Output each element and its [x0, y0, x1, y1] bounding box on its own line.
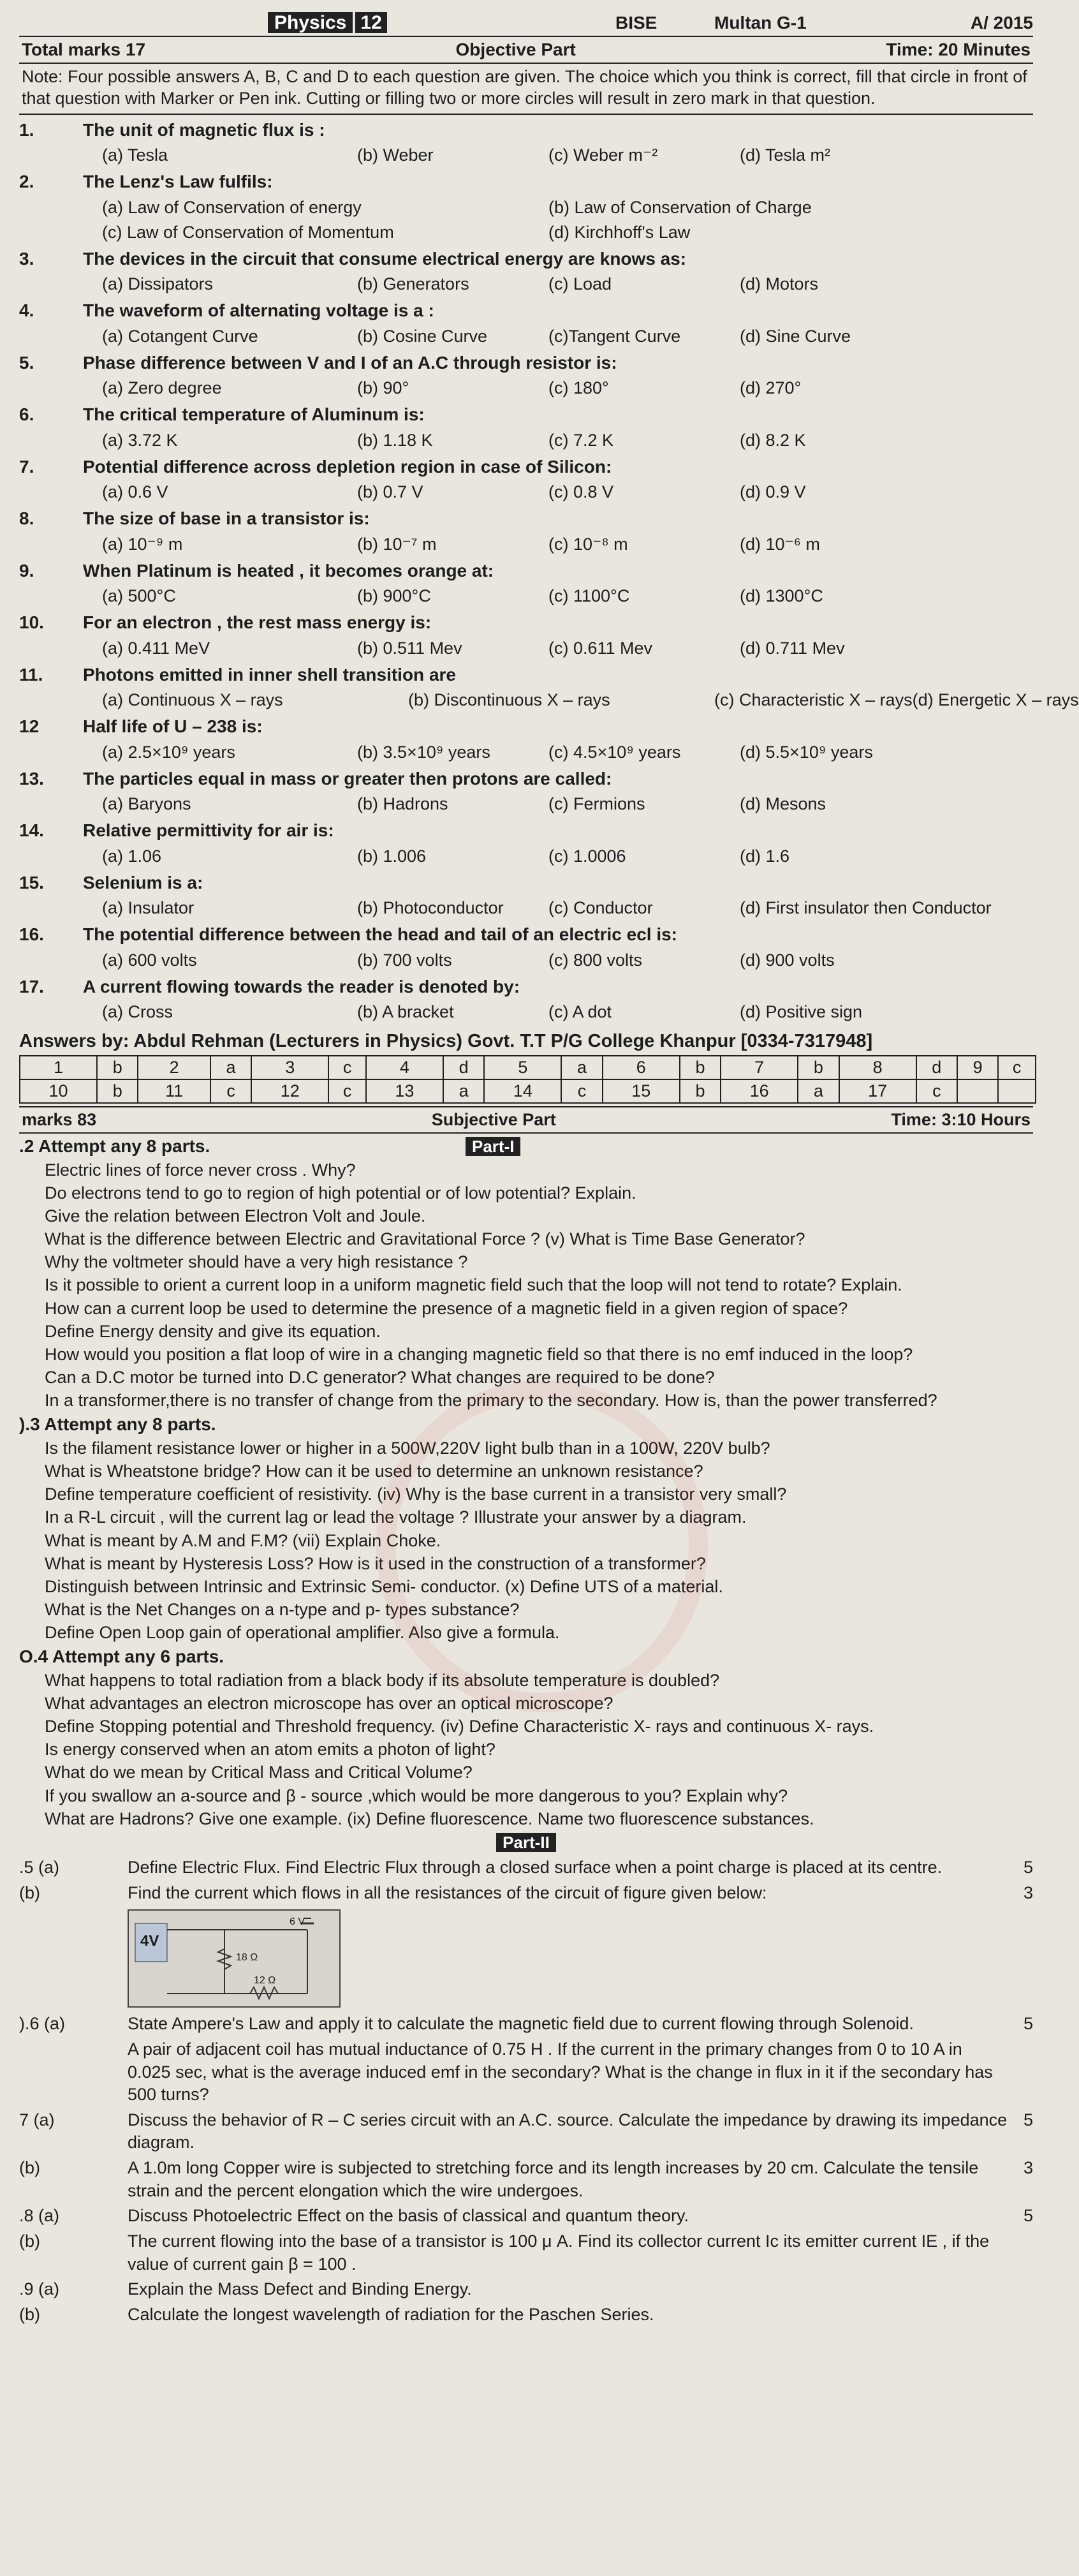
- mcq-option[interactable]: (b) 3.5×10⁹ years: [357, 742, 490, 762]
- mcq-option[interactable]: (a) 2.5×10⁹ years: [102, 742, 235, 762]
- answer-cell: a: [798, 1079, 839, 1103]
- part1-label: Part-I: [466, 1137, 520, 1156]
- mcq-stem: [19, 975, 1033, 998]
- short-question: What is meant by A.M and F.M? (vii) Explain Choke.: [45, 1530, 441, 1550]
- answer-cell: c: [998, 1056, 1036, 1079]
- short-question: Define Stopping potential and Threshold frequency. (iv) Define Characteristic X- rays and continuous X- rays.: [45, 1717, 874, 1736]
- mcq-number: 8.: [19, 508, 34, 529]
- answer-cell: 1: [20, 1056, 97, 1079]
- mcq-option[interactable]: (c) 800 volts: [548, 950, 643, 970]
- answer-cell: 16: [721, 1079, 798, 1103]
- mcq-number: 17.: [19, 976, 44, 996]
- mcq-text: The Lenz's Law fulfils:: [83, 172, 273, 192]
- mcq-text: For an electron , the rest mass energy is:: [83, 612, 432, 633]
- mcq-option[interactable]: (d) Positive sign: [740, 1002, 863, 1022]
- mcq-option[interactable]: (b) A bracket: [357, 1002, 454, 1022]
- answer-cell: c: [561, 1079, 602, 1103]
- short-question: How would you position a flat loop of wire in a changing magnetic field so that there is no emf induced in the loop?: [45, 1344, 913, 1364]
- mcq-number: 16.: [19, 924, 44, 945]
- mcq-option[interactable]: (b) 1.18 K: [357, 430, 433, 450]
- mcq-options: [19, 533, 1033, 556]
- mcq-options: [19, 144, 1033, 167]
- mcq-number: 2.: [19, 172, 34, 192]
- short-question: Is energy conserved when an atom emits a photon of light?: [45, 1740, 495, 1759]
- mcq-stem: [19, 715, 1033, 738]
- answer-cell: 13: [366, 1079, 443, 1103]
- mcq-stem: [19, 507, 1033, 530]
- mcq-number: 11.: [19, 664, 43, 685]
- short-question: Define Open Loop gain of operational amplifier. Also give a formula.: [45, 1623, 560, 1643]
- answer-cell: a: [443, 1079, 484, 1103]
- answer-cell: 11: [138, 1079, 210, 1103]
- mcq-option[interactable]: (a) Tesla: [102, 145, 168, 165]
- mcq-option[interactable]: (d) 1300°C: [740, 586, 823, 606]
- long-question-text: A pair of adjacent coil has mutual inductance of 0.75 H . If the current in the primary changes from 0 to 10 A in 0.025 sec, what is the average induced emf in the secondary? What is the change in flux in it if the secondary has 500 turns?: [128, 2039, 993, 2105]
- mcq-option[interactable]: (d) 0.711 Mev: [740, 638, 845, 658]
- mcq-option[interactable]: (a) Insulator: [102, 898, 195, 918]
- answer-cell: c: [210, 1079, 251, 1103]
- long-question-text: State Ampere's Law and apply it to calculate the magnetic field due to current flowing through Solenoid.: [128, 2014, 914, 2034]
- mcq-stem: [19, 248, 1033, 270]
- mcq-number: 12: [19, 716, 40, 737]
- q2-list: [19, 1158, 1033, 1412]
- answer-cell: 4: [366, 1056, 443, 1079]
- mcq-question: [19, 455, 1033, 503]
- long-question-marks: 3: [1023, 1883, 1033, 1902]
- subject-title: [268, 10, 387, 35]
- mcq-number: 15.: [19, 872, 44, 892]
- class-label: 12: [355, 12, 386, 33]
- circuit-source-label: 6 V: [290, 1916, 305, 1928]
- mcq-text: Selenium is a:: [83, 872, 203, 892]
- mcq-number: 6.: [19, 404, 34, 425]
- mcq-stem: [19, 299, 1033, 322]
- mcq-text: The unit of magnetic flux is :: [83, 119, 325, 140]
- answer-cell: c: [328, 1056, 366, 1079]
- short-question: What advantages an electron microscope has over an optical microscope?: [45, 1693, 613, 1713]
- mcq-text: The critical temperature of Aluminum is:: [83, 404, 425, 425]
- year-label: A/ 2015: [970, 13, 1033, 33]
- paper-header: [19, 9, 1033, 36]
- mcq-option[interactable]: (c) 1100°C: [548, 586, 630, 606]
- answer-cell: a: [561, 1056, 602, 1079]
- mcq-option[interactable]: (c) Fermions: [548, 794, 645, 814]
- long-question-marks: [1008, 2278, 1033, 2301]
- short-question: Is the filament resistance lower or higher in a 500W,220V light bulb than in a 100W, 220V bulb?: [45, 1438, 770, 1458]
- mcq-option[interactable]: (b) Photoconductor: [357, 898, 504, 918]
- mcq-options: [19, 689, 1079, 711]
- mcq-question: [19, 403, 1033, 451]
- answer-cell: 14: [484, 1079, 561, 1103]
- long-question-marks: 5: [1023, 2206, 1033, 2226]
- short-question: Why the voltmeter should have a very high resistance ?: [45, 1252, 468, 1272]
- mcq-question: [19, 819, 1033, 867]
- mcq-text: The size of base in a transistor is:: [83, 508, 370, 529]
- long-question: [19, 2013, 1033, 2036]
- short-question: Give the relation between Electron Volt and Joule.: [45, 1206, 426, 1225]
- mcq-number: 13.: [19, 768, 44, 788]
- mcq-option[interactable]: (b) Weber: [357, 145, 434, 165]
- mcq-text: A current flowing towards the reader is denoted by:: [83, 976, 520, 996]
- subject-label: Physics: [268, 12, 353, 33]
- mcq-option[interactable]: (a) 500°C: [102, 586, 176, 606]
- short-question: How can a current loop be used to determine the presence of a magnetic field in a given region of space?: [45, 1298, 848, 1318]
- short-question: What is Wheatstone bridge? How can it be used to determine an unknown resistance?: [45, 1462, 703, 1481]
- mcq-text: Phase difference between V and I of an A.C through resistor is:: [83, 352, 617, 373]
- mcq-stem: [19, 119, 1033, 142]
- short-question: What are Hadrons? Give one example. (ix) Define fluorescence. Name two fluorescence substances.: [45, 1809, 814, 1828]
- mcq-option[interactable]: (b) Hadrons: [357, 794, 448, 814]
- mcq-option[interactable]: (c)Tangent Curve: [548, 326, 681, 346]
- subjective-marks: marks 83: [22, 1110, 97, 1130]
- mcq-stem: [19, 611, 1033, 634]
- answer-cell: b: [97, 1056, 138, 1079]
- mcq-option[interactable]: (a) 10⁻⁹ m: [102, 534, 183, 554]
- part2-heading: [19, 1832, 1033, 1854]
- mcq-question: [19, 248, 1033, 295]
- short-question: Distinguish between Intrinsic and Extrinsic Semi- conductor. (x) Define UTS of a material.: [45, 1576, 723, 1596]
- circuit-r1-label: 18 Ω: [236, 1952, 258, 1964]
- q4-list: [19, 1669, 1033, 1830]
- long-question: [19, 2278, 1033, 2301]
- short-question: In a R-L circuit , will the current lag or lead the voltage ? Illustrate your answer by a diagram.: [45, 1507, 747, 1527]
- mcq-text: When Platinum is heated , it becomes orange at:: [83, 560, 494, 581]
- mcq-text: The waveform of alternating voltage is a :: [83, 300, 434, 321]
- short-question: What is the difference between Electric and Gravitational Force ? (v) What is Time Base Generator?: [45, 1229, 805, 1249]
- answer-key-table: [19, 1055, 1036, 1104]
- long-question-text: Discuss the behavior of R – C series circuit with an A.C. source. Calculate the impedance by drawing its impedance diagram.: [128, 2110, 1008, 2152]
- mcq-options: [19, 637, 1033, 660]
- mcq-number: 10.: [19, 612, 44, 633]
- mcq-options: [19, 481, 1033, 503]
- mcq-text: The particles equal in mass or greater then protons are called:: [83, 768, 612, 788]
- mcq-number: 3.: [19, 248, 34, 269]
- mcq-option[interactable]: (d) 10⁻⁶ m: [740, 534, 820, 554]
- short-question: Define Energy density and give its equation.: [45, 1321, 381, 1341]
- mcq-stem: [19, 819, 1033, 842]
- mcq-option[interactable]: (b) 90°: [357, 378, 409, 398]
- mcq-question: [19, 611, 1033, 659]
- mcq-stem: [19, 767, 1033, 790]
- long-question-number: (b): [19, 2304, 40, 2324]
- mcq-options: [19, 1001, 1033, 1023]
- objective-note: Note: Four possible answers A, B, C and D to each question are given. The choice which you think is correct, fill that circle in front of that question with Marker or Pen ink. Cutting or filling two or more circles will result in zero mark in that question.: [19, 64, 1033, 115]
- long-question: [19, 2038, 1033, 2106]
- short-question: What do we mean by Critical Mass and Critical Volume?: [45, 1763, 473, 1782]
- mcq-stem: [19, 663, 1033, 686]
- long-question: [19, 1856, 1033, 1879]
- mcq-options: [19, 845, 1033, 868]
- mcq-option[interactable]: (d) 900 volts: [740, 950, 835, 970]
- long-question-number: (b): [19, 2231, 40, 2251]
- long-question: [19, 1882, 1033, 1905]
- answer-cell: 7: [721, 1056, 798, 1079]
- mcq-option[interactable]: (d) Tesla m²: [740, 145, 831, 165]
- mcq-options: [19, 377, 1033, 399]
- mcq-options: [19, 741, 1033, 764]
- short-question: What happens to total radiation from a black body if its absolute temperature is doubled?: [45, 1670, 720, 1690]
- mcq-option[interactable]: (a) Baryons: [102, 794, 191, 814]
- subjective-bar: [19, 1106, 1033, 1134]
- city-group-label: Multan G-1: [714, 13, 807, 33]
- long-question-text: A 1.0m long Copper wire is subjected to stretching force and its length increases by 20 cm. Calculate the tensile strain and the percent elongation which the wire undergoes.: [128, 2158, 979, 2200]
- answer-cell: d: [443, 1056, 484, 1079]
- answer-cell: [957, 1079, 998, 1103]
- part2-label: Part-II: [496, 1833, 556, 1852]
- mcq-stem: [19, 871, 1033, 894]
- mcq-option[interactable]: (a) 0.6 V: [102, 482, 168, 502]
- short-question: What is meant by Hysteresis Loss? How is it used in the construction of a transformer?: [45, 1553, 706, 1573]
- mcq-text: The devices in the circuit that consume electrical energy are knows as:: [83, 248, 687, 269]
- mcq-option[interactable]: (c) Law of Conservation of Momentum: [102, 222, 394, 242]
- mcq-text: Potential difference across depletion region in case of Silicon:: [83, 456, 612, 477]
- board-label: BISE: [615, 13, 657, 33]
- long-question: [19, 2304, 1033, 2327]
- answer-cell: b: [680, 1079, 721, 1103]
- mcq-option[interactable]: (a) 1.06: [102, 846, 162, 866]
- short-question: Define temperature coefficient of resistivity. (iv) Why is the base current in a transistor very small?: [45, 1484, 787, 1504]
- objective-title: Objective Part: [455, 40, 576, 59]
- mcq-options: [19, 897, 1033, 919]
- mcq-option[interactable]: (c) 0.611 Mev: [548, 638, 653, 658]
- long-question-marks: [1008, 2230, 1033, 2276]
- long-question-number: (b): [19, 1883, 40, 1902]
- exam-paper: [19, 9, 1079, 2554]
- long-question-number: .5 (a): [19, 1858, 60, 1877]
- mcq-option[interactable]: (d) 270°: [740, 378, 802, 398]
- mcq-option[interactable]: (b) 1.006: [357, 846, 427, 866]
- mcq-option[interactable]: (d) Motors: [740, 274, 819, 294]
- long-question-marks: 5: [1023, 2110, 1033, 2129]
- mcq-list: [19, 119, 1079, 1023]
- circuit-battery-label: 4V: [140, 1932, 159, 1950]
- mcq-option[interactable]: (d) 1.6: [740, 846, 790, 866]
- answer-cell: d: [916, 1056, 957, 1079]
- answer-cell: [998, 1079, 1036, 1103]
- mcq-options: [19, 585, 1033, 607]
- short-question: If you swallow an a-source and β - source ,which would be more dangerous to you? Explain why?: [45, 1786, 788, 1805]
- mcq-option[interactable]: (a) 3.72 K: [102, 430, 178, 450]
- answer-cell: b: [97, 1079, 138, 1103]
- q3-list: [19, 1437, 1033, 1645]
- mcq-question: [19, 923, 1033, 971]
- mcq-option[interactable]: (d) Mesons: [740, 794, 826, 814]
- mcq-text: The potential difference between the head and tail of an electric ecl is:: [83, 924, 677, 945]
- answer-row: [20, 1079, 1036, 1103]
- mcq-stem: [19, 170, 1033, 193]
- long-question-text: Define Electric Flux. Find Electric Flux through a closed surface when a point charge is placed at its centre.: [128, 1858, 943, 1877]
- q2-heading: .2 Attempt any 8 parts. Part-I: [19, 1135, 1033, 1158]
- answer-cell: 3: [251, 1056, 328, 1079]
- mcq-option[interactable]: (a) 600 volts: [102, 950, 197, 970]
- mcq-option[interactable]: (c) 0.8 V: [548, 482, 614, 502]
- long-question-number: [19, 2038, 128, 2106]
- mcq-option[interactable]: (d) 0.9 V: [740, 482, 806, 502]
- mcq-options: [19, 949, 1033, 972]
- mcq-option[interactable]: (d) Sine Curve: [740, 326, 851, 346]
- mcq-question: [19, 871, 1033, 919]
- mcq-option[interactable]: (a) Dissipators: [102, 274, 214, 294]
- long-question: [19, 2230, 1033, 2276]
- long-question-text: Calculate the longest wavelength of radiation for the Paschen Series.: [128, 2304, 654, 2324]
- mcq-option[interactable]: (c) Weber m⁻²: [548, 145, 658, 165]
- mcq-option[interactable]: (b) Cosine Curve: [357, 326, 488, 346]
- mcq-question: [19, 715, 1033, 763]
- mcq-option[interactable]: (b) 900°C: [357, 586, 431, 606]
- long-question-text: The current flowing into the base of a transistor is 100 μ A. Find its collector current Ic its emitter current IE , if the value of current gain β = 100 .: [128, 2231, 990, 2274]
- short-question: Do electrons tend to go to region of high potential or of low potential? Explain.: [45, 1183, 636, 1203]
- mcq-option[interactable]: (d) 5.5×10⁹ years: [740, 742, 873, 762]
- mcq-option[interactable]: (c) 10⁻⁸ m: [548, 534, 628, 554]
- objective-total-marks: Total marks 17: [22, 40, 146, 59]
- mcq-option[interactable]: (d) Energetic X – rays: [912, 690, 1079, 710]
- mcq-stem: [19, 559, 1033, 582]
- mcq-number: 9.: [19, 560, 34, 581]
- mcq-question: [19, 299, 1033, 347]
- long-question-marks: [1008, 2304, 1033, 2327]
- answer-cell: 12: [251, 1079, 328, 1103]
- mcq-number: 1.: [19, 119, 34, 140]
- long-question-list: [19, 1856, 1033, 2326]
- circuit-r2-label: 12 Ω: [254, 1975, 276, 1987]
- short-question: Is it possible to orient a current loop in a uniform magnetic field such that the loop will not tend to rotate? Explain.: [45, 1275, 902, 1295]
- mcq-option[interactable]: (c) 7.2 K: [548, 430, 614, 450]
- mcq-option[interactable]: (c) 4.5×10⁹ years: [548, 742, 681, 762]
- objective-bar: [19, 36, 1033, 64]
- answer-cell: b: [798, 1056, 839, 1079]
- q4-heading: O.4 Attempt any 6 parts.: [19, 1647, 224, 1667]
- short-question: Electric lines of force never cross . Why?: [45, 1160, 356, 1180]
- answer-cell: 9: [957, 1056, 998, 1079]
- long-question-number: (b): [19, 2158, 40, 2178]
- mcq-text: Photons emitted in inner shell transition are: [83, 664, 456, 685]
- mcq-stem: [19, 455, 1033, 478]
- answer-cell: c: [916, 1079, 957, 1103]
- mcq-option[interactable]: (b) 700 volts: [357, 950, 452, 970]
- mcq-option[interactable]: (d) Kirchhoff's Law: [548, 222, 691, 242]
- mcq-option[interactable]: (a) Cross: [102, 1002, 173, 1022]
- mcq-text: Relative permittivity for air is:: [83, 820, 334, 841]
- mcq-option[interactable]: (c) Conductor: [548, 898, 653, 918]
- mcq-stem: [19, 352, 1033, 374]
- mcq-option[interactable]: (b) Discontinuous X – rays: [408, 690, 610, 710]
- long-question-marks: [1008, 2038, 1033, 2106]
- mcq-number: 7.: [19, 456, 34, 477]
- mcq-question: [19, 352, 1033, 399]
- short-question: What is the Net Changes on a n-type and p- types substance?: [45, 1600, 520, 1620]
- mcq-options: [19, 793, 1033, 815]
- objective-time: Time: 20 Minutes: [886, 40, 1031, 59]
- long-question-text: Discuss Photoelectric Effect on the basis of classical and quantum theory.: [128, 2206, 689, 2226]
- long-question-marks: 3: [1023, 2158, 1033, 2178]
- answer-cell: 17: [839, 1079, 916, 1103]
- answer-cell: 5: [484, 1056, 561, 1079]
- answer-row: [20, 1056, 1036, 1079]
- long-question-number: .9 (a): [19, 2279, 60, 2299]
- mcq-question: [19, 663, 1079, 711]
- short-question: In a transformer,there is no transfer of change from the primary to the secondary. How is, than the power transferred?: [45, 1391, 937, 1410]
- answer-cell: b: [680, 1056, 721, 1079]
- mcq-option[interactable]: (c) 180°: [548, 378, 609, 398]
- mcq-number: 5.: [19, 352, 34, 373]
- mcq-options: [19, 196, 1033, 244]
- mcq-stem: [19, 923, 1033, 946]
- mcq-option[interactable]: (c) Characteristic X – rays: [714, 690, 913, 710]
- mcq-option[interactable]: (b) Generators: [357, 274, 469, 294]
- answer-cell: 2: [138, 1056, 210, 1079]
- subjective-title: Subjective Part: [431, 1110, 556, 1130]
- long-question-number: .8 (a): [19, 2206, 60, 2226]
- answer-cell: 8: [839, 1056, 916, 1079]
- circuit-diagram: [128, 1909, 341, 2008]
- mcq-question: [19, 975, 1033, 1023]
- mcq-number: 14.: [19, 820, 44, 841]
- mcq-option[interactable]: (b) 0.511 Mev: [357, 638, 462, 658]
- long-question-text: Explain the Mass Defect and Binding Energy.: [128, 2279, 472, 2299]
- long-question-marks: 5: [1023, 2014, 1033, 2034]
- long-question-number: 7 (a): [19, 2110, 55, 2129]
- mcq-number: 4.: [19, 300, 34, 321]
- mcq-option[interactable]: (b) Law of Conservation of Charge: [548, 197, 812, 217]
- mcq-options: [19, 325, 1033, 348]
- mcq-option[interactable]: (a) 0.411 MeV: [102, 638, 210, 658]
- mcq-option[interactable]: (c) Load: [548, 274, 612, 294]
- long-question: [19, 2205, 1033, 2228]
- mcq-stem: [19, 403, 1033, 426]
- subjective-time: Time: 3:10 Hours: [891, 1110, 1031, 1130]
- mcq-option[interactable]: (a) Law of Conservation of energy: [102, 197, 362, 217]
- mcq-option[interactable]: (b) 10⁻⁷ m: [357, 534, 437, 554]
- short-question: Can a D.C motor be turned into D.C generator? What changes are required to be done?: [45, 1368, 715, 1388]
- long-question: [19, 2109, 1033, 2154]
- mcq-options: [19, 429, 1033, 452]
- mcq-option[interactable]: (c) A dot: [548, 1002, 612, 1022]
- answer-cell: a: [210, 1056, 251, 1079]
- mcq-option[interactable]: (d) First insulator then Conductor: [740, 898, 992, 918]
- answer-cell: 6: [603, 1056, 680, 1079]
- mcq-question: [19, 507, 1033, 555]
- mcq-question: [19, 170, 1033, 244]
- mcq-option[interactable]: (a) Zero degree: [102, 378, 222, 398]
- mcq-options: [19, 273, 1033, 295]
- long-question-text: Find the current which flows in all the resistances of the circuit of figure given below:: [128, 1883, 767, 1902]
- answer-cell: 15: [603, 1079, 680, 1103]
- long-question-number: ).6 (a): [19, 2014, 66, 2034]
- mcq-question: [19, 767, 1033, 815]
- mcq-option[interactable]: (b) 0.7 V: [357, 482, 423, 502]
- mcq-question: [19, 119, 1033, 167]
- answer-cell: c: [328, 1079, 366, 1103]
- mcq-option[interactable]: (c) 1.0006: [548, 846, 626, 866]
- answers-by: Answers by: Abdul Rehman (Lecturers in Physics) Govt. T.T P/G College Khanpur [0334-7317948]: [19, 1031, 873, 1052]
- long-question-marks: 5: [1023, 1858, 1033, 1877]
- mcq-text: Half life of U – 238 is:: [83, 716, 263, 737]
- mcq-question: [19, 559, 1033, 607]
- answer-cell: 10: [20, 1079, 97, 1103]
- mcq-option[interactable]: (d) 8.2 K: [740, 430, 806, 450]
- mcq-option[interactable]: (a) Cotangent Curve: [102, 326, 258, 346]
- long-question: [19, 2157, 1033, 2202]
- q3-heading: ).3 Attempt any 8 parts.: [19, 1414, 216, 1435]
- mcq-option[interactable]: (a) Continuous X – rays: [102, 690, 283, 710]
